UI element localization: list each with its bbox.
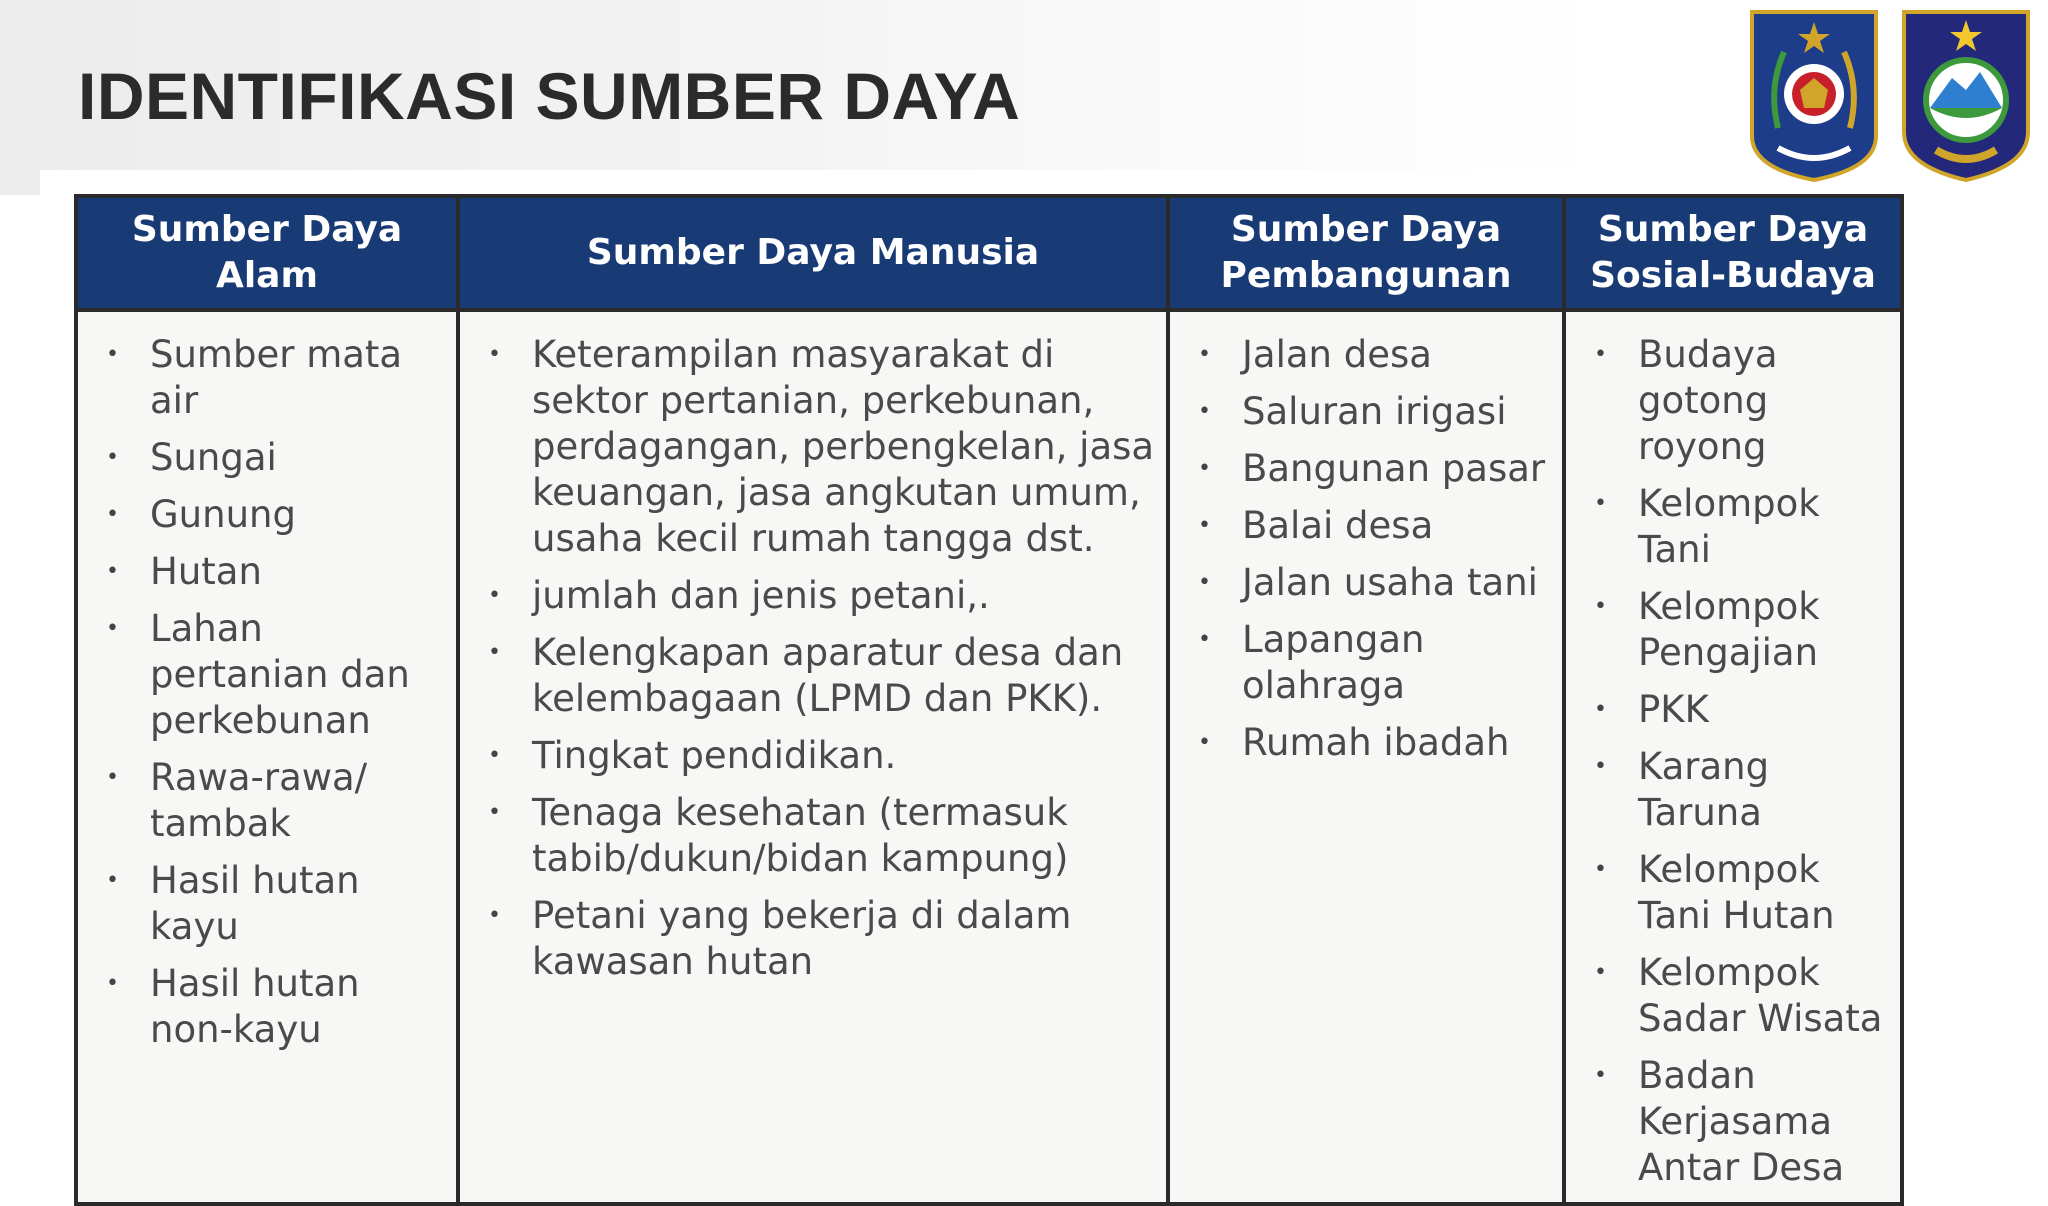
bullet-list-alam [98,332,450,1053]
list-item: • Keterampilan masyarakat di sektor pertanian, perkebunan, perdagangan, perbengkelan, jasa keuangan, jasa angkutan umum, usaha kecil rumah tangga dst. [480,332,1160,562]
list-item: • Kelompok Sadar Wisata [1586,950,1894,1042]
column-cell-pembangunan [1168,310,1564,1204]
bullet-list-pembangunan [1190,332,1556,766]
column-cell-alam [76,310,458,1204]
list-item: • Kelompok Pengajian [1586,584,1894,676]
list-item: • Balai desa [1190,503,1556,549]
list-item: • Saluran irigasi [1190,389,1556,435]
list-item: • Hasil hutan non-kayu [98,961,450,1053]
resource-table [74,194,1904,1206]
list-item: • Bangunan pasar [1190,446,1556,492]
list-item: • Rawa-rawa/ tambak [98,755,450,847]
list-item: • PKK [1586,687,1894,733]
header-sumber-daya-pembangunan: Sumber Daya Pembangunan [1168,196,1564,310]
kemendagri-emblem-icon [1748,8,1880,184]
bullet-list-sosial-budaya [1586,332,1894,1191]
list-item: • Gunung [98,492,450,538]
column-cell-sosial-budaya [1564,310,1902,1204]
list-item: • Badan Kerjasama Antar Desa [1586,1053,1894,1191]
page-title: IDENTIFIKASI SUMBER DAYA [78,59,1021,133]
list-item: • Sumber mata air [98,332,450,424]
list-item: • Budaya gotong royong [1586,332,1894,470]
header-sumber-daya-sosial-budaya: Sumber Daya Sosial-Budaya [1564,196,1902,310]
list-item: • Sungai [98,435,450,481]
list-item: • Jalan usaha tani [1190,560,1556,606]
list-item: • Hasil hutan kayu [98,858,450,950]
table-header-row [76,196,1902,310]
ntb-province-emblem-icon [1900,8,2032,184]
header-sumber-daya-manusia: Sumber Daya Manusia [458,196,1168,310]
list-item: • jumlah dan jenis petani,. [480,573,1160,619]
list-item: • Rumah ibadah [1190,720,1556,766]
list-item: • Hutan [98,549,450,595]
list-item: • Jalan desa [1190,332,1556,378]
table-row [76,310,1902,1204]
list-item: • Karang Taruna [1586,744,1894,836]
list-item: • Tingkat pendidikan. [480,733,1160,779]
list-item: • Tenaga kesehatan (termasuk tabib/dukun/bidan kampung) [480,790,1160,882]
list-item: • Lapangan olahraga [1190,617,1556,709]
list-item: • Petani yang bekerja di dalam kawasan hutan [480,893,1160,985]
list-item: • Lahan pertanian dan perkebunan [98,606,450,744]
bullet-list-manusia [480,332,1160,985]
list-item: • Kelengkapan aparatur desa dan kelembagaan (LPMD dan PKK). [480,630,1160,722]
list-item: • Kelompok Tani [1586,481,1894,573]
column-cell-manusia [458,310,1168,1204]
list-item: • Kelompok Tani Hutan [1586,847,1894,939]
header-sumber-daya-alam: Sumber Daya Alam [76,196,458,310]
